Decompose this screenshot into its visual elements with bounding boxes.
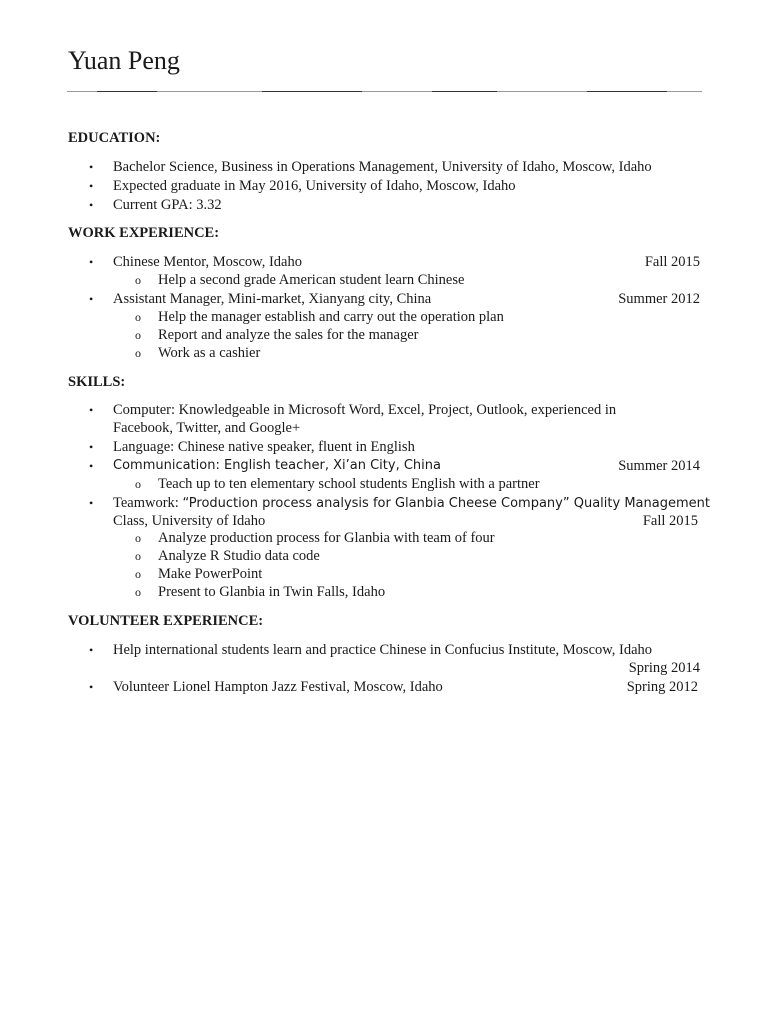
sub-bullet: o xyxy=(135,328,141,342)
bullet: • xyxy=(89,643,94,657)
volunteer-date: Spring 2014 xyxy=(628,660,700,676)
bullet: • xyxy=(89,496,94,510)
bullet: • xyxy=(89,198,94,212)
teamwork-detail: Analyze production process for Glanbia with team of four xyxy=(158,530,495,546)
work-heading: WORK EXPERIENCE: xyxy=(68,225,220,241)
bullet: • xyxy=(89,459,94,473)
teamwork-project: “Production process analysis for Glanbia Cheese Company” xyxy=(182,496,570,511)
sub-bullet: o xyxy=(135,549,141,563)
education-item: Expected graduate in May 2016, University of Idaho, Moscow, Idaho xyxy=(113,178,516,194)
volunteer-item: Volunteer Lionel Hampton Jazz Festival, Moscow, Idaho xyxy=(113,679,443,695)
teamwork-detail: Make PowerPoint xyxy=(158,566,263,582)
education-item: Bachelor Science, Business in Operations Management, University of Idaho, Moscow, Idaho xyxy=(113,159,652,175)
bullet: • xyxy=(89,179,94,193)
teamwork-prefix: Teamwork: xyxy=(113,495,183,511)
job-title: Chinese Mentor, Moscow, Idaho xyxy=(113,254,302,270)
sub-bullet: o xyxy=(135,567,141,581)
bullet: • xyxy=(89,440,94,454)
job-title: Assistant Manager, Mini-market, Xianyang city, China xyxy=(113,291,432,307)
sub-bullet: o xyxy=(135,310,141,324)
header-divider xyxy=(67,91,702,92)
bullet: • xyxy=(89,292,94,306)
sub-bullet: o xyxy=(135,585,141,599)
bullet: • xyxy=(89,160,94,174)
job-detail: Report and analyze the sales for the manager xyxy=(158,327,419,343)
job-date: Summer 2012 xyxy=(618,291,700,307)
skills-heading: SKILLS: xyxy=(68,374,126,390)
skill-communication-date: Summer 2014 xyxy=(618,458,700,474)
bullet: • xyxy=(89,255,94,269)
bullet: • xyxy=(89,403,94,417)
education-item: Current GPA: 3.32 xyxy=(113,197,222,213)
job-date: Fall 2015 xyxy=(644,254,700,270)
volunteer-item: Help international students learn and practice Chinese in Confucius Institute, Moscow, Idaho xyxy=(113,642,653,658)
job-detail: Help the manager establish and carry out the operation plan xyxy=(158,309,504,325)
skill-teamwork-cont: Class, University of Idaho xyxy=(113,513,266,529)
bullet: • xyxy=(89,680,94,694)
sub-bullet: o xyxy=(135,477,141,491)
teamwork-suffix: Quality Management xyxy=(569,496,710,511)
skill-computer-cont: Facebook, Twitter, and Google+ xyxy=(113,420,301,436)
teamwork-detail: Analyze R Studio data code xyxy=(158,548,320,564)
volunteer-heading: VOLUNTEER EXPERIENCE: xyxy=(68,613,264,629)
skill-teamwork xyxy=(113,494,710,513)
job-detail: Work as a cashier xyxy=(158,345,261,361)
volunteer-date: Spring 2012 xyxy=(626,679,698,695)
skill-computer: Computer: Knowledgeable in Microsoft Word, Excel, Project, Outlook, experienced in xyxy=(113,402,617,418)
skill-communication: Communication: English teacher, Xi’an City, China xyxy=(113,458,441,473)
skill-communication-detail: Teach up to ten elementary school students English with a partner xyxy=(158,476,540,492)
teamwork-detail: Present to Glanbia in Twin Falls, Idaho xyxy=(158,584,386,600)
job-detail: Help a second grade American student learn Chinese xyxy=(158,272,465,288)
sub-bullet: o xyxy=(135,531,141,545)
skill-language: Language: Chinese native speaker, fluent in English xyxy=(113,439,415,455)
resume-name: Yuan Peng xyxy=(68,46,180,75)
skill-teamwork-date: Fall 2015 xyxy=(642,513,698,529)
sub-bullet: o xyxy=(135,273,141,287)
sub-bullet: o xyxy=(135,346,141,360)
education-heading: EDUCATION: xyxy=(68,130,161,146)
